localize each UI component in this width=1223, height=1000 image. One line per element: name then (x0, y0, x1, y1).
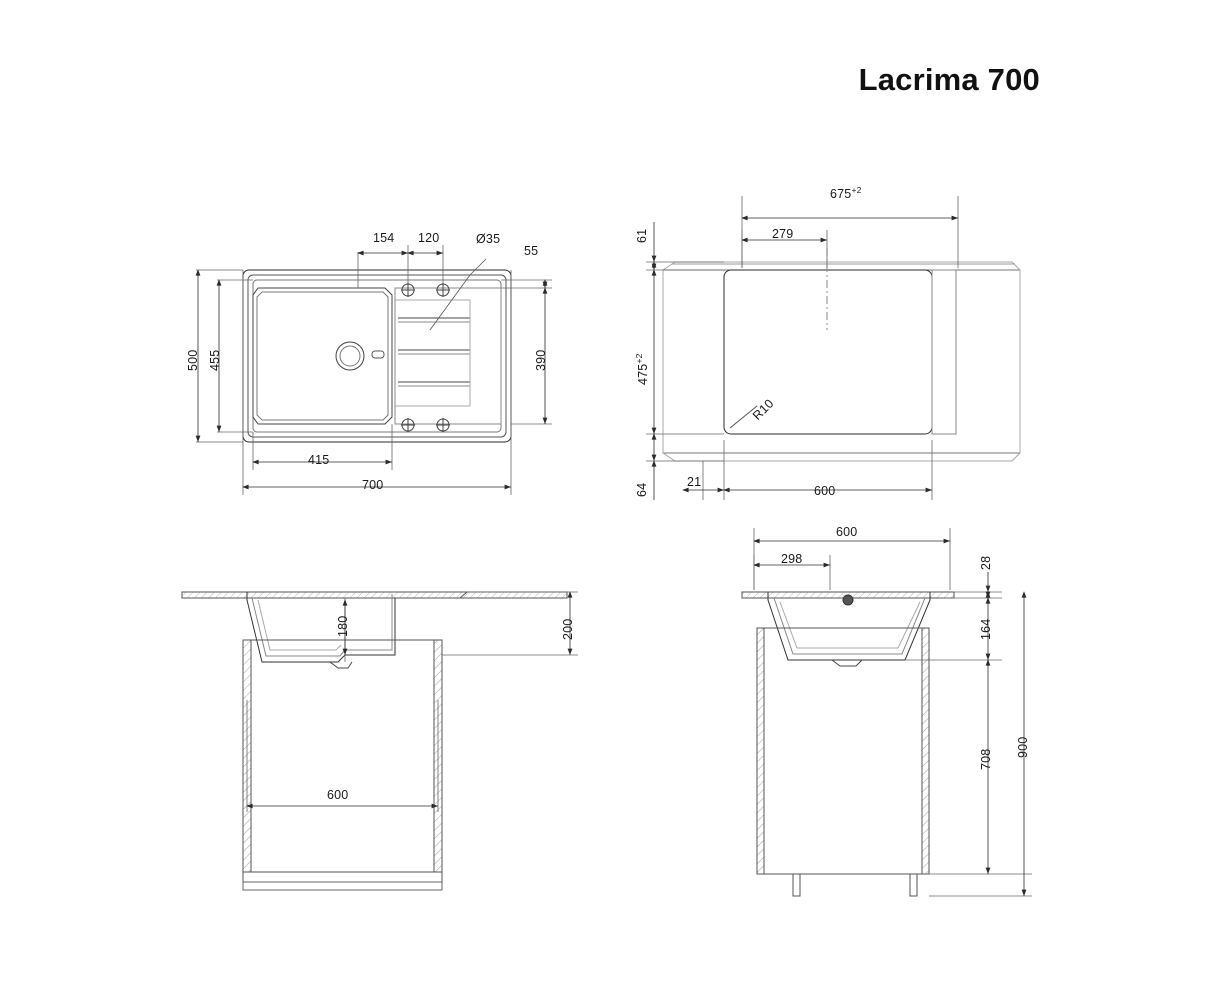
dim-120: 120 (418, 231, 440, 245)
dim-700: 700 (362, 478, 384, 492)
top-view-geometry (243, 270, 511, 442)
dim-200: 200 (561, 618, 575, 640)
dim-390: 390 (534, 349, 548, 371)
dim-600-side: 600 (836, 525, 858, 539)
dim-600-front: 600 (327, 788, 349, 802)
dim-675: $675^{+2}$ (830, 185, 862, 202)
dim-475: $475^{+2}$ (634, 353, 651, 385)
dim-r10: R10 (750, 396, 777, 423)
dim-154: 154 (373, 231, 395, 245)
dim-708: 708 (979, 748, 993, 770)
dim-900: 900 (1016, 736, 1030, 758)
dim-298: 298 (781, 552, 803, 566)
dim-500: 500 (186, 349, 200, 371)
dim-279: 279 (772, 227, 794, 241)
dim-455: 455 (208, 349, 222, 371)
dim-415: 415 (308, 453, 330, 467)
cutout-view-geometry (663, 248, 1020, 461)
front-section-dimensions (247, 592, 578, 812)
dim-180: 180 (336, 615, 350, 637)
dim-28: 28 (979, 555, 993, 570)
front-section-geometry (182, 592, 567, 890)
dim-600-cutout: 600 (814, 484, 836, 498)
page-title: Lacrima 700 (858, 62, 1040, 97)
cutout-view-dimensions (646, 196, 958, 500)
dim-64: 64 (635, 482, 649, 497)
top-view-dimensions (196, 245, 552, 495)
side-section-dimensions (754, 528, 1032, 896)
dim-diameter-35: Ø35 (476, 232, 501, 246)
dim-21: 21 (687, 475, 702, 489)
dim-164: 164 (979, 618, 993, 640)
dim-55: 55 (524, 244, 539, 258)
side-section-geometry (742, 592, 954, 896)
dim-61: 61 (635, 228, 649, 243)
